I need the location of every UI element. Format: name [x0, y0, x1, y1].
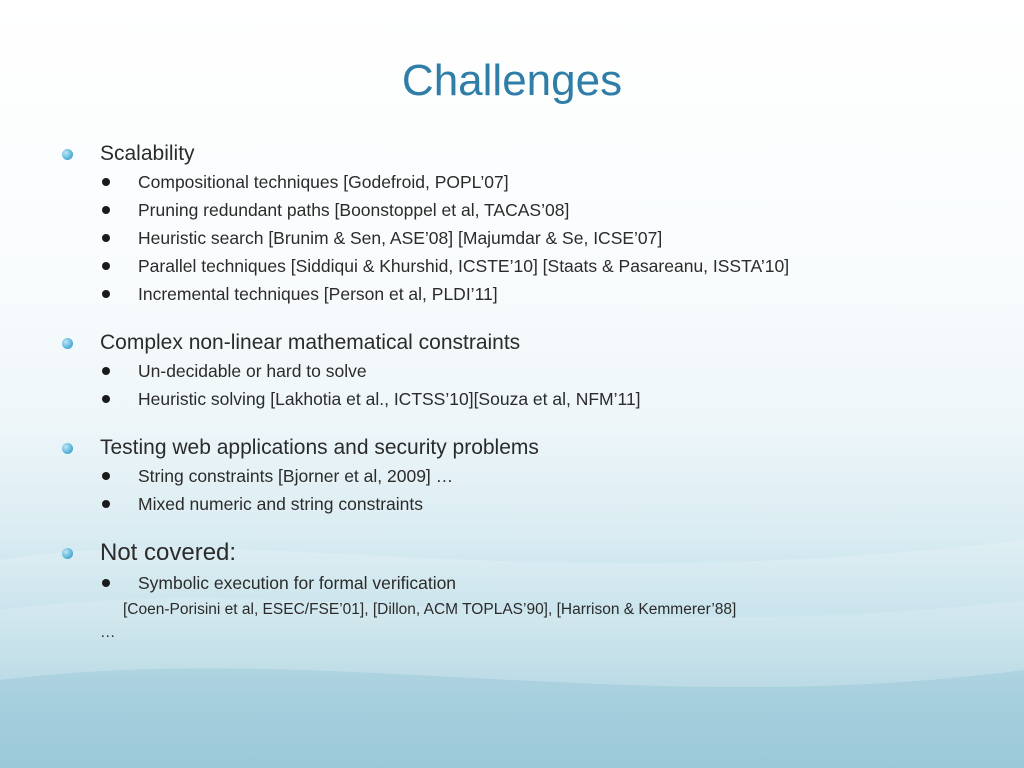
- bullet-level1-nonlinear-constraints: [60, 329, 1000, 357]
- bullet-dot-icon: [102, 579, 110, 587]
- bullet-text: Symbolic execution for formal verification: [138, 573, 457, 593]
- bullet-dot-icon: [102, 178, 110, 186]
- bullet-text: Incremental techniques [Person et al, PLDI’11]: [138, 284, 498, 304]
- bullet-text: Compositional techniques [Godefroid, POPL’07]: [138, 172, 509, 192]
- citation-continuation: [Coen-Porisini et al, ESEC/FSE’01], [Dillon, ACM TOPLAS’90], [Harrison & Kemmerer’88]: [123, 601, 737, 618]
- bullet-text: Un-decidable or hard to solve: [138, 361, 367, 381]
- bullet-dot-icon: [62, 548, 73, 559]
- bullet-dot-icon: [102, 395, 110, 403]
- bullet-level2: [60, 196, 1000, 224]
- bullet-text: Heuristic search [Brunim & Sen, ASE’08] [Majumdar & Se, ICSE’07]: [138, 228, 663, 248]
- bullet-dot-icon: [62, 338, 73, 349]
- bullet-level1-not-covered: [60, 537, 1000, 569]
- bullet-dot-icon: [62, 149, 73, 160]
- bullet-level2: [60, 490, 1000, 518]
- bullet-dot-icon: [102, 262, 110, 270]
- bullet-dot-icon: [102, 500, 110, 508]
- trailing-ellipsis: …: [100, 624, 116, 641]
- bullet-text: Complex non-linear mathematical constraints: [100, 331, 521, 354]
- bullet-dot-icon: [102, 367, 110, 375]
- bullet-text: Pruning redundant paths [Boonstoppel et al, TACAS’08]: [138, 200, 570, 220]
- bullet-text: Heuristic solving [Lakhotia et al., ICTSS’10][Souza et al, NFM’11]: [138, 389, 641, 409]
- bullet-text: Testing web applications and security problems: [100, 436, 539, 459]
- bullet-text: Not covered:: [100, 539, 237, 566]
- slide-content: [60, 140, 1000, 643]
- bullet-dot-icon: [102, 472, 110, 480]
- bullet-level2: [60, 462, 1000, 490]
- bullet-level2: [60, 252, 1000, 280]
- bullet-level2: [60, 224, 1000, 252]
- bullet-dot-icon: [62, 443, 73, 454]
- bullet-level2: [60, 357, 1000, 385]
- bullet-text: Scalability: [100, 142, 195, 165]
- bullet-level2: [60, 385, 1000, 413]
- bullet-text: Mixed numeric and string constraints: [138, 494, 423, 514]
- bullet-text: Parallel techniques [Siddiqui & Khurshid, ICSTE’10] [Staats & Pasareanu, ISSTA’10]: [138, 256, 790, 276]
- slide-title: Challenges: [401, 56, 623, 105]
- bullet-dot-icon: [102, 206, 110, 214]
- bullet-level2: [60, 168, 1000, 196]
- bullet-dot-icon: [102, 234, 110, 242]
- bullet-dot-icon: [102, 290, 110, 298]
- bullet-text: String constraints [Bjorner et al, 2009] …: [138, 466, 454, 486]
- bullet-level2: [60, 280, 1000, 308]
- bullet-level1-web-security: [60, 434, 1000, 462]
- bullet-level2: [60, 569, 1000, 597]
- bullet-level1-scalability: [60, 140, 1000, 168]
